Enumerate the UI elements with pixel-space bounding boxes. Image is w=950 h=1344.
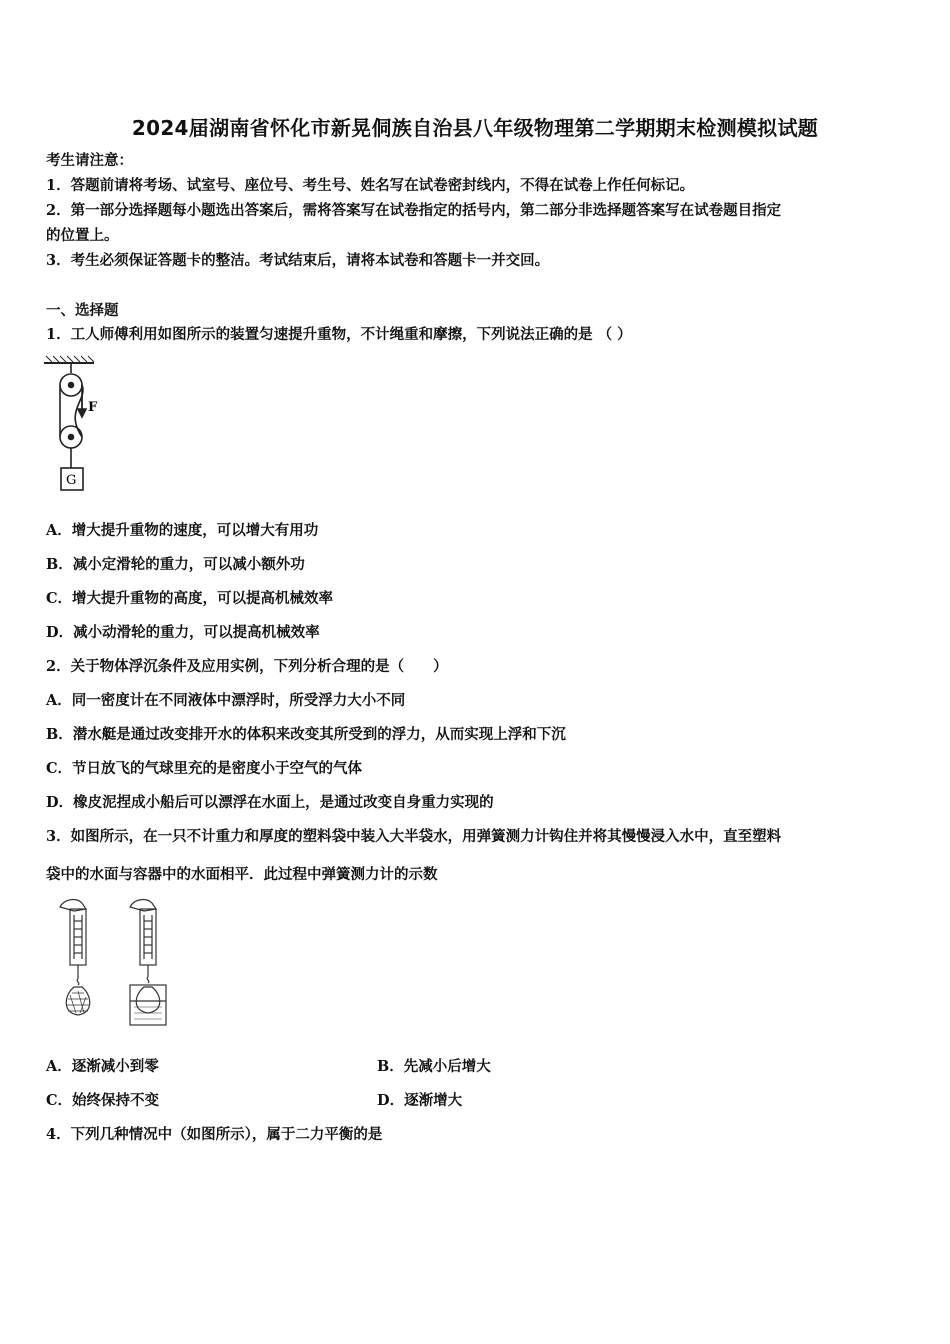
- force-arrow: [78, 395, 86, 417]
- q2-option-d: D．橡皮泥捏成小船后可以漂浮在水面上，是通过改变自身重力实现的: [46, 794, 494, 811]
- force-label: F: [88, 400, 98, 415]
- q3-option-a: A．逐渐减小到零: [46, 1058, 159, 1075]
- question-3-stem-line1: 3．如图所示，在一只不计重力和厚度的塑料袋中装入大半袋水，用弹簧测力计钩住并将其慢慢浸入水中，直至塑料: [46, 828, 782, 845]
- ceiling-hatch: [44, 356, 94, 363]
- q1-option-d: D．减小动滑轮的重力，可以提高机械效率: [46, 624, 320, 641]
- question-4-stem: 4．下列几种情况中（如图所示），属于二力平衡的是: [46, 1126, 383, 1143]
- notice-item-2-cont: 的位置上。: [46, 227, 119, 244]
- q1-option-a: A．增大提升重物的速度，可以增大有用功: [46, 522, 319, 539]
- q2-option-b: B．潜水艇是通过改变排开水的体积来改变其所受到的浮力，从而实现上浮和下沉: [46, 726, 566, 743]
- notice-item-3: 3．考生必须保证答题卡的整洁。考试结束后，请将本试卷和答题卡一并交回。: [46, 252, 550, 269]
- weight-label: G: [66, 473, 77, 488]
- q2-option-a: A．同一密度计在不同液体中漂浮时，所受浮力大小不同: [46, 692, 406, 709]
- question-1-stem: 1．工人师傅利用如图所示的装置匀速提升重物，不计绳重和摩擦，下列说法正确的是 （ ）: [46, 326, 632, 343]
- question-2-stem: 2．关于物体浮沉条件及应用实例，下列分析合理的是（ ）: [46, 658, 448, 675]
- q3-option-c: C．始终保持不变: [46, 1092, 160, 1109]
- q3-option-d: D．逐渐增大: [377, 1092, 463, 1109]
- question-3-stem-line2: 袋中的水面与容器中的水面相平．此过程中弹簧测力计的示数: [46, 866, 438, 883]
- spring-scale-diagram: [46, 895, 196, 1031]
- section-heading: 一、选择题: [46, 302, 119, 319]
- q1-option-c: C．增大提升重物的高度，可以提高机械效率: [46, 590, 334, 607]
- q2-option-c: C．节日放飞的气球里充的是密度小于空气的气体: [46, 760, 363, 777]
- notice-heading: 考生请注意：: [46, 152, 133, 169]
- q1-option-b: B．减小定滑轮的重力，可以减小额外功: [46, 556, 305, 573]
- q3-option-b: B．先减小后增大: [377, 1058, 491, 1075]
- notice-item-1: 1．答题前请将考场、试室号、座位号、考生号、姓名写在试卷密封线内，不得在试卷上作任何标记。: [46, 177, 695, 194]
- pulley-diagram: [44, 355, 114, 497]
- notice-item-2: 2．第一部分选择题每小题选出答案后，需将答案写在试卷指定的括号内，第二部分非选择题答案写在试卷题目指定: [46, 202, 782, 219]
- water-bag-right: [136, 987, 160, 1013]
- page-title: 2024届湖南省怀化市新晃侗族自治县八年级物理第二学期期末检测模拟试题: [131, 116, 819, 140]
